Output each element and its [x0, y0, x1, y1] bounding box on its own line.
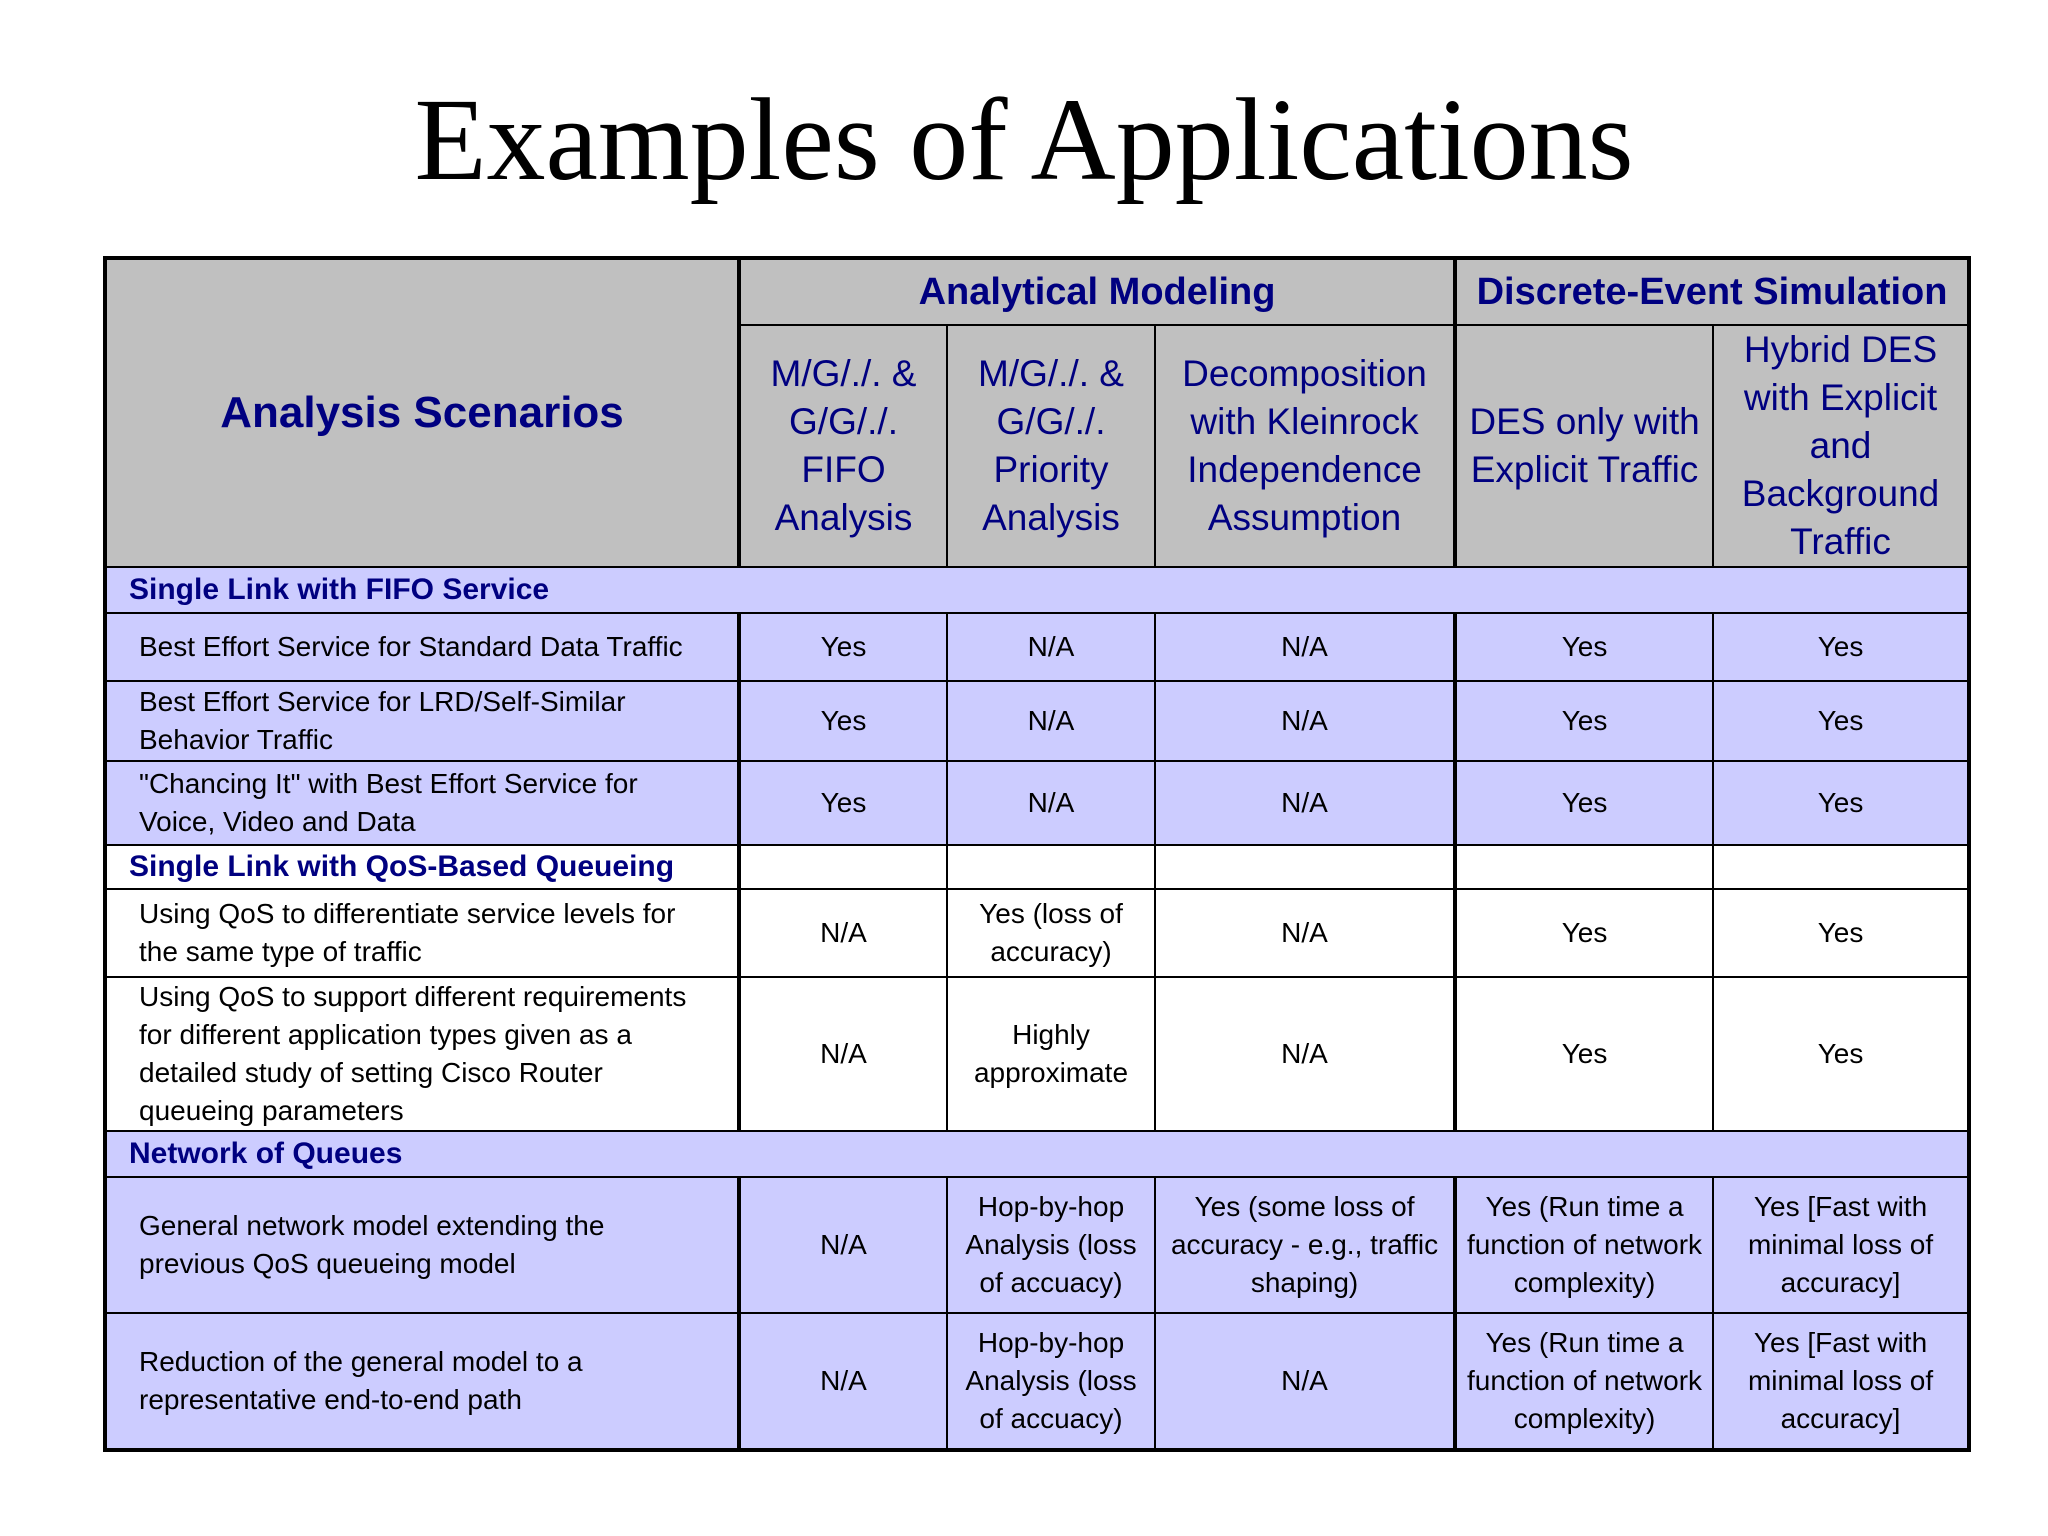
value-cell: Yes: [1455, 761, 1713, 845]
scenario-cell: Best Effort Service for LRD/Self-Similar Behavior Traffic: [105, 681, 739, 761]
value-cell: N/A: [739, 889, 947, 977]
table-row: [105, 1313, 1969, 1450]
section-header: Single Link with FIFO Service: [105, 567, 1969, 613]
value-cell: N/A: [739, 977, 947, 1131]
value-cell: Yes: [739, 681, 947, 761]
scenario-cell: Using QoS to support different requirements for different application types given as a detailed study of setting Cisco Router queueing parameters: [105, 977, 739, 1131]
applications-table: [103, 256, 1971, 1452]
scenario-cell: Using QoS to differentiate service levels for the same type of traffic: [105, 889, 739, 977]
value-cell: N/A: [1155, 1313, 1455, 1450]
value-cell: N/A: [1155, 761, 1455, 845]
column-header: Hybrid DES with Explicit and Background Traffic: [1713, 325, 1969, 567]
value-cell: N/A: [1155, 977, 1455, 1131]
slide-title: Examples of Applications: [414, 74, 1634, 205]
value-cell: N/A: [1155, 613, 1455, 681]
section-header: Single Link with QoS-Based Queueing: [105, 845, 739, 889]
section-row: [105, 567, 1969, 613]
scenario-cell: General network model extending the previous QoS queueing model: [105, 1177, 739, 1313]
value-cell: Yes: [1455, 889, 1713, 977]
value-cell: Highly approximate: [947, 977, 1155, 1131]
value-cell: Yes [Fast with minimal loss of accuracy]: [1713, 1177, 1969, 1313]
value-cell: Hop-by-hop Analysis (loss of accuacy): [947, 1177, 1155, 1313]
table-row: [105, 613, 1969, 681]
value-cell: N/A: [947, 613, 1155, 681]
analysis-scenarios-header: Analysis Scenarios: [105, 258, 739, 567]
group-header-analytical-modeling: Analytical Modeling: [739, 258, 1455, 325]
value-cell: Yes (Run time a function of network complexity): [1455, 1177, 1713, 1313]
group-header-discrete-event-simulation: Discrete-Event Simulation: [1455, 258, 1969, 325]
scenario-cell: Reduction of the general model to a representative end-to-end path: [105, 1313, 739, 1450]
section-blank-cell: [947, 845, 1155, 889]
value-cell: Yes: [1713, 761, 1969, 845]
table-row: [105, 1177, 1969, 1313]
section-row: [105, 1131, 1969, 1177]
value-cell: N/A: [1155, 681, 1455, 761]
value-cell: Yes: [1713, 681, 1969, 761]
column-header: M/G/./. & G/G/./. FIFO Analysis: [739, 325, 947, 567]
column-header: M/G/./. & G/G/./. Priority Analysis: [947, 325, 1155, 567]
column-header: DES only with Explicit Traffic: [1455, 325, 1713, 567]
value-cell: Yes: [739, 761, 947, 845]
table-body: [105, 567, 1969, 1450]
value-cell: Yes (loss of accuracy): [947, 889, 1155, 977]
scenario-cell: "Chancing It" with Best Effort Service for Voice, Video and Data: [105, 761, 739, 845]
value-cell: Hop-by-hop Analysis (loss of accuacy): [947, 1313, 1155, 1450]
value-cell: Yes: [739, 613, 947, 681]
table-row: [105, 681, 1969, 761]
value-cell: N/A: [739, 1177, 947, 1313]
scenario-cell: Best Effort Service for Standard Data Traffic: [105, 613, 739, 681]
section-blank-cell: [1713, 845, 1969, 889]
value-cell: Yes: [1713, 977, 1969, 1131]
value-cell: N/A: [739, 1313, 947, 1450]
column-header: Decomposition with Kleinrock Independence Assumption: [1155, 325, 1455, 567]
section-row: [105, 845, 1969, 889]
value-cell: Yes (some loss of accuracy - e.g., traffic shaping): [1155, 1177, 1455, 1313]
value-cell: Yes: [1713, 613, 1969, 681]
value-cell: N/A: [947, 761, 1155, 845]
table-row: [105, 761, 1969, 845]
value-cell: Yes: [1455, 681, 1713, 761]
value-cell: N/A: [947, 681, 1155, 761]
section-blank-cell: [1155, 845, 1455, 889]
table-row: [105, 889, 1969, 977]
value-cell: Yes [Fast with minimal loss of accuracy]: [1713, 1313, 1969, 1450]
section-blank-cell: [739, 845, 947, 889]
section-header: Network of Queues: [105, 1131, 1969, 1177]
value-cell: Yes (Run time a function of network complexity): [1455, 1313, 1713, 1450]
value-cell: Yes: [1455, 613, 1713, 681]
value-cell: Yes: [1455, 977, 1713, 1131]
section-blank-cell: [1455, 845, 1713, 889]
table-row: [105, 977, 1969, 1131]
value-cell: N/A: [1155, 889, 1455, 977]
value-cell: Yes: [1713, 889, 1969, 977]
